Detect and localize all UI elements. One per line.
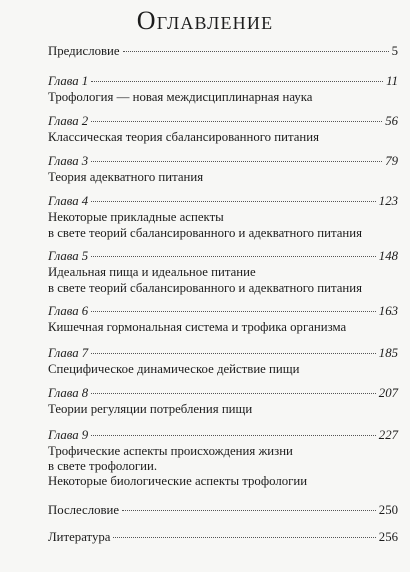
entry-label: Литература xyxy=(48,530,111,544)
chapter-label: Глава 9 xyxy=(48,428,89,442)
dot-leader xyxy=(91,311,376,312)
dot-leader xyxy=(91,435,376,436)
dot-leader xyxy=(91,256,376,257)
chapter-title-line: Классическая теория сбалансированного питания xyxy=(48,130,319,144)
dot-leader xyxy=(91,81,383,82)
page-number: 250 xyxy=(378,503,398,517)
dot-leader xyxy=(122,510,376,511)
toc-entry-chapter-9 xyxy=(48,428,398,443)
toc-entry-chapter-7 xyxy=(48,346,398,361)
chapter-title-line: в свете теорий сбалансированного и адекватного питания xyxy=(48,226,362,240)
toc-entry-chapter-3 xyxy=(48,154,398,169)
page-number: 123 xyxy=(378,194,398,208)
toc-entry-afterword xyxy=(48,503,398,518)
chapter-title-line: Трофология — новая междисциплинарная наука xyxy=(48,90,313,104)
toc-entry-chapter-1 xyxy=(48,74,398,89)
toc-entry-chapter-8 xyxy=(48,386,398,401)
dot-leader xyxy=(123,51,389,52)
dot-leader xyxy=(91,393,376,394)
page-number: 256 xyxy=(378,530,398,544)
chapter-title-line: Специфическое динамическое действие пищи xyxy=(48,362,300,376)
chapter-label: Глава 3 xyxy=(48,154,89,168)
toc-entry-chapter-2 xyxy=(48,114,398,129)
chapter-label: Глава 8 xyxy=(48,386,89,400)
chapter-title-line: Трофические аспекты происхождения жизни xyxy=(48,444,293,458)
chapter-title-line: в свете трофологии. xyxy=(48,459,158,473)
chapter-title-line: Теория адекватного питания xyxy=(48,170,204,184)
page-title: Оглавление xyxy=(136,6,274,35)
toc-entry-chapter-5 xyxy=(48,249,398,264)
chapter-title-line: Некоторые биологические аспекты трофологии xyxy=(48,474,308,488)
entry-label: Послесловие xyxy=(48,503,120,517)
page-number: 227 xyxy=(378,428,398,442)
page-number: 5 xyxy=(391,44,398,58)
entry-label: Предисловие xyxy=(48,44,120,58)
page-number: 207 xyxy=(378,386,398,400)
chapter-label: Глава 5 xyxy=(48,249,89,263)
page-number: 148 xyxy=(378,249,398,263)
chapter-title-line: в свете теорий сбалансированного и адекватного питания xyxy=(48,281,362,295)
toc-entry-references xyxy=(48,530,398,545)
chapter-title-line: Идеальная пища и идеальное питание xyxy=(48,265,256,279)
page-number: 163 xyxy=(378,304,398,318)
chapter-title-line: Кишечная гормональная система и трофика организма xyxy=(48,320,347,334)
dot-leader xyxy=(91,161,382,162)
page-number: 185 xyxy=(378,346,398,360)
chapter-label: Глава 1 xyxy=(48,74,89,88)
chapter-label: Глава 6 xyxy=(48,304,89,318)
toc-entry-chapter-4 xyxy=(48,194,398,209)
toc-entry-preface xyxy=(48,44,398,59)
dot-leader xyxy=(113,537,375,538)
chapter-label: Глава 2 xyxy=(48,114,89,128)
dot-leader xyxy=(91,121,382,122)
chapter-label: Глава 7 xyxy=(48,346,89,360)
dot-leader xyxy=(91,201,376,202)
page-number: 79 xyxy=(385,154,398,168)
page-number: 56 xyxy=(385,114,398,128)
dot-leader xyxy=(91,353,376,354)
page-number: 11 xyxy=(386,74,398,88)
chapter-label: Глава 4 xyxy=(48,194,89,208)
chapter-title-line: Теории регуляции потребления пищи xyxy=(48,402,253,416)
toc-entry-chapter-6 xyxy=(48,304,398,319)
chapter-title-line: Некоторые прикладные аспекты xyxy=(48,210,224,224)
